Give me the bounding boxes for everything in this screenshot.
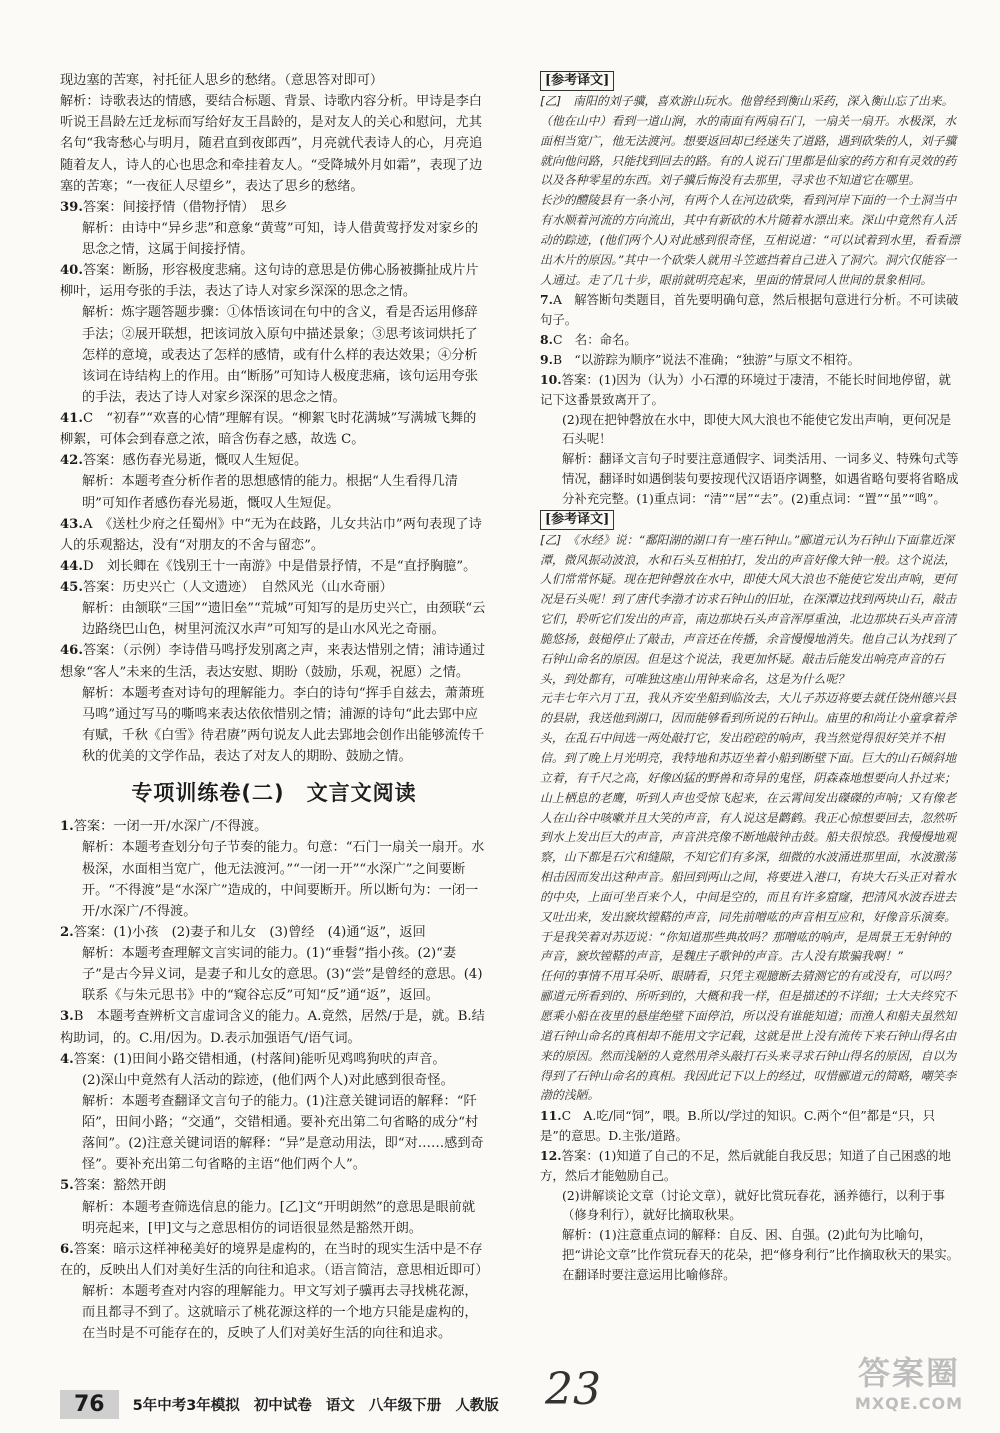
question-number: 46. (60, 643, 83, 659)
answer-text: C 名：命名。 (552, 332, 637, 348)
answer-item (60, 556, 488, 577)
question-number: 40. (60, 263, 83, 279)
answer-text: D 刘长卿在《饯别王十一南游》中是借景抒情，不是“直抒胸臆”。 (82, 558, 477, 574)
answer-text: (2)现在把钟磬放在水中，即使大风大浪也不能使它发出声响，更何况是石头呢！ (562, 411, 952, 447)
answer-text: 解析：本题考查筛选信息的能力。[乙]文“开明朗然”的意思是眼前就明亮起来，[甲]文与之意思相仿的词语很显然是豁然开朗。 (82, 1199, 476, 1236)
answer-text: (2)深山中竟然有人活动的踪迹，(他们两个人)对此感到很奇怪。 (82, 1072, 454, 1088)
answer-text: 答案：断肠，形容极度悲痛。这句诗的意思是仿佛心肠被撕扯成片片柳叶，运用夸张的手法，表达了诗人对家乡深深的思念之情。 (60, 263, 479, 300)
answer-text: 答案：一闭一开/水深广/不得渡。 (73, 819, 268, 835)
answer-text: 答案：(1)知道了自己的不足，然后就能自我反思；知道了自己困惑的地方，然后才能勉励自己。 (540, 1147, 951, 1183)
translation-paragraph: 长沙的醴陵县有一条小河，有两个人在河边砍柴，看到河岸下面的一个土洞当中有水顺着河流的方向流出，其中有新砍的木片随着水漂出来。深山中竟然有人活动的踪迹，(他们两个人)对此感到很奇怪，互相说道：“可以试着到水里，看看漂出木片的原因。”其中一个砍柴人就用斗笠遮挡着自己进入了洞穴。洞穴仅能容一人通过。走了几十步，眼前就明亮起来，里面的情景同人世间的景象相同。 (540, 193, 960, 287)
footer-grade: 八年级下册 (368, 1397, 442, 1414)
right-answer-list (540, 290, 962, 508)
answer-text: 答案：（示例）李诗借马鸣抒发别离之声，来表达惜别之情；浦诗通过想象“客人”未来的生活，表达安慰、期盼（鼓励，乐观，祝愿）之情。 (60, 643, 486, 680)
question-number: 5. (60, 1178, 74, 1194)
left-answer-list (60, 197, 488, 767)
question-number: 6. (60, 1241, 74, 1257)
answer-text: 解析：本题考查对诗句的理解能力。李白的诗句“挥手自兹去，萧萧班马鸣”通过写马的嘶鸣来表达依依惜别之情；浦源的诗句“此去郢中应有赋，千秋《白雪》待君赓”两句说友人此去郢地会创作出能够流传千秋的优美的文学作品，表达了对友人的期盼、鼓励之情。 (82, 685, 485, 764)
answer-text: 解析：炼字题答题步骤：①体悟该词在句中的含义，看是否运用修辞手法；②展开联想，把该词放入原句中描述景象；③思考该词烘托了怎样的意境，或表达了怎样的感情，或有什么样的表达效果；④分析该词在诗结构上的作用。由“断肠”可知诗人极度悲痛，该句运用夸张的手法，表达了诗人对家乡深深的思念之情。 (82, 305, 478, 405)
answer-text: 解析：本题考查分析作者的思想感情的能力。根据“人生看得几清明”可知作者感伤春光易逝，慨叹人生短促。 (82, 474, 458, 511)
answer-text: 答案：(1)田间小路交错相通，(村落间)能听见鸡鸣狗吠的声音。 (73, 1051, 446, 1067)
answer-item (60, 816, 488, 837)
page-number: 76 (60, 1390, 119, 1419)
answer-item (60, 450, 488, 471)
reference-translation-label: [参考译文] (540, 71, 614, 91)
answer-item (540, 1186, 962, 1226)
question-number: 45. (60, 580, 83, 595)
question-number: 44. (60, 558, 83, 574)
answer-text: 答案：(1)小孩 (2)妻子和儿女 (3)曾经 (4)通“返”，返回 (73, 924, 426, 940)
watermark-url: MXQE.COM (854, 1394, 964, 1413)
answer-item (540, 350, 962, 370)
answer-text: 答案：间接抒情（借物抒情） 思乡 (82, 199, 288, 215)
footer-series: 初中试卷 (253, 1397, 312, 1414)
answer-text: B “以游踪为顺序”说法不准确；“独游”与原文不相符。 (552, 351, 860, 367)
answer-text: A 《送杜少府之任蜀州》中“无为在歧路，儿女共沾巾”两句表现了诗人的乐观豁达，没有“对朋友的不舍与留恋”。 (60, 516, 482, 553)
answer-item (60, 197, 488, 218)
question-number: 3. (60, 1009, 74, 1025)
answer-text: A 解答断句类题目，首先要明确句意，然后根据句意进行分析。不可读破句子。 (540, 292, 959, 328)
answer-text: 解析：由诗中“异乡悲”和意象“黄莺”可知，诗人借黄莺抒发对家乡的思念之情，这属于间接抒情。 (82, 220, 479, 257)
answer-text: 解析：翻译文言句子时要注意通假字、词类活用、一词多义、特殊句式等情况，翻译时如遇倒装句要按现代汉语语序调整，如遇省略句要将省略成分补充完整。(1)重点词：“清”“居”“去”。(2)重点词：“置”“虽”“鸣”。 (562, 451, 959, 506)
answer-item (540, 330, 962, 350)
answer-text: 答案：感伤春光易逝，慨叹人生短促。 (82, 453, 308, 469)
answer-text: 解析：本题考查划分句子节奏的能力。句意：“石门一扇关一扇开。水极深，水面相当宽广，他无法渡河。”“一闭一开”“水深广”之间要断开。“不得渡”是“水深广”造成的，中间要断开。所以断句为：一闭一开/水深广/不得渡。 (82, 840, 485, 919)
answer-item (540, 410, 962, 450)
answer-text: (2)讲解谈论文章（讨论文章），就好比赏玩春花，涵养德行，以利于事（修身利行），就好比摘取秋果。 (562, 1187, 946, 1223)
translation-paragraph: 元丰七年六月丁丑，我从齐安坐船到临汝去，大儿子苏迈将要去就任饶州德兴县的县尉，我送他到湖口，因而能够看到所说的石钟山。庙里的和尚让小童拿着斧头，在乱石中间选一两处敲打它，发出硿硿的响声，我当然觉得很好笑并不相信。到了晚上月光明亮，我特地和苏迈坐着小船到断壁下面。巨大的山石倾斜地立着，有千尺之高，好像凶猛的野兽和奇异的鬼怪，阴森森地想要向人扑过来；山上栖息的老鹰，听到人声也受惊飞起来，在云霄间发出磔磔的声响；又有像老人在山谷中咳嗽并且大笑的声音，有人说这是鹳鹤。我正心惊想要回去，忽然听到水上发出巨大的声音，声音洪亮像不断地敲钟击鼓。船夫很惊恐。我慢慢地观察，山下都是石穴和缝隙，不知它们有多深，细微的水波涌进那里面，水波激荡相击因而发出这种声音。船回到两山之间，将要进入港口，有块大石头正对着水的中央，上面可坐百来个人，中间是空的，而且有许多窟窿，把清风水波吞进去又吐出来，发出窾坎镗鞳的声音，同先前噌吰的声音相互应和，好像音乐演奏。于是我笑着对苏迈说：“你知道那些典故吗？那噌吰的响声，是周景王无射钟的声音，窾坎镗鞳的声音，是魏庄子歌钟的声音。古人没有欺骗我啊！” (540, 691, 957, 964)
answer-text: 解析：本题考查对内容的理解能力。甲文写刘子骥再去寻找桃花源，而且都寻不到了。这就暗示了桃花源这样的一个地方只能是虚构的，在当时是不可能存在的，反映了人们对美好生活的向往和追求。 (82, 1284, 478, 1342)
handwritten-page-number: 23 (545, 1364, 601, 1415)
answer-item (60, 1281, 488, 1344)
translation-paragraph: [乙] 南阳的刘子骥，喜欢游山玩水。他曾经到衡山采药，深入衡山忘了出来。（他在山中）看到一道山涧，水的南面有两扇石门，一扇关一扇开。水极深，水面相当宽广，他无法渡河。想要返回却已经迷失了道路，遇到砍柴的人，刘子骥就向他问路，只能找到回去的路。有的人说石门里都是仙家的药方和有灵效的药以及各种零星的东西。刘子骥后悔没有去那里，寻求也不知道它在哪里。 (540, 94, 957, 188)
answer-item (60, 1006, 488, 1048)
answer-text: 解析：本题考查理解文言实词的能力。(1)“垂髫”指小孩。(2)“妻子”是古今异义词，是妻子和儿女的意思。(3)“尝”是曾经的意思。(4)联系《与朱元思书》中的“窥谷忘反”可知“反”通“返”，返回。 (82, 946, 483, 1004)
question-number: 11. (540, 1108, 562, 1124)
question-number: 42. (60, 453, 83, 469)
question-number: 8. (540, 332, 553, 348)
answer-item (60, 640, 488, 682)
answer-item (60, 922, 488, 943)
answer-text: 解析：(1)注意重点词的解释：自反、困、自强。(2)此句为比喻句，把“讲论文章”比作赏玩春天的花朵，把“修身利行”比作摘取秋天的果实。在翻译时要注意运用比喻修辞。 (562, 1227, 960, 1282)
answer-item (60, 218, 488, 260)
answer-item (60, 683, 488, 768)
question-number: 10. (540, 371, 562, 387)
answer-item (60, 260, 488, 302)
answer-item (540, 1106, 962, 1146)
answer-text: 解析：由颔联“三国”“遗旧垒”“荒城”可知写的是历史兴亡，由颈联“云边路绕巴山色，树里河流汉水声”可知写的是山水风光之奇丽。 (82, 601, 486, 638)
answer-item (540, 449, 962, 509)
reference-translation-label: [参考译文] (540, 510, 614, 530)
translation-paragraph: 任何的事情不用耳朵听、眼睛看，只凭主观臆断去猜测它的有或没有，可以吗？郦道元所看到的、所听到的，大概和我一样，但是描述的不详细；士大夫终究不愿乘小船在夜里的悬崖绝壁下面停泊，所以没有谁能知道；而渔人和船夫虽然知道石钟山命名的真相却不能用文字记载，这就是世上没有流传下来石钟山得名由来的原因。然而浅陋的人竟然用斧头敲打石头来寻求石钟山得名的原因，自以为得到了石钟山命名的真相。我因此记下以上的经过，叹惜郦道元的简略，嘲笑李渤的浅陋。 (540, 969, 957, 1103)
answer-text: B 本题考查辨析文言虚词含义的能力。A.竟然，居然/于是，就。B.结构助词，的。C.用/因为。D.表示加强语气/语气词。 (60, 1009, 485, 1046)
footer-subject: 语文 (325, 1397, 355, 1414)
answer-item (60, 514, 488, 556)
answer-item (60, 408, 488, 450)
question-number: 2. (60, 924, 74, 940)
question-number: 39. (60, 199, 83, 215)
left-top-line-0: 现边塞的苦寒，衬托征人思乡的愁绪。（意思答对即可） (60, 73, 384, 88)
question-number: 4. (60, 1051, 74, 1067)
answer-item (540, 1225, 962, 1285)
answer-text: 答案：历史兴亡（人文遗迹） 自然风光（山水奇丽） (82, 580, 393, 595)
answer-text: 解析：本题考查翻译文言句子的能力。(1)注意关键词语的解释：“阡陌”，田间小路；“交通”，交错相通。要补充出第二句省略的成分“村落间”。(2)注意关键词语的解释：“异”是意动用法，即“对……感到奇怪”。要补充出第二句省略的主语“他们两个人”。 (82, 1093, 484, 1173)
right-column (540, 70, 962, 1285)
footer-brand: 5年中考3年模拟 (132, 1397, 240, 1414)
left-answer-list-2 (60, 816, 488, 1344)
question-number: 1. (60, 819, 74, 835)
question-number: 9. (540, 351, 553, 367)
right-answer-list-2 (540, 1106, 962, 1285)
section-title: 专项训练卷(二) 文言文阅读 (131, 781, 417, 806)
question-number: 7. (540, 292, 553, 308)
answer-item (60, 1197, 488, 1239)
answer-text: 答案：(1)因为（认为）小石潭的环境过于凄清，不能长时间地停留，就记下这番景致离开了。 (540, 371, 951, 407)
left-column (60, 70, 488, 1344)
watermark-text: 答案圈 (857, 1354, 960, 1392)
answer-item (60, 1175, 488, 1196)
answer-item (60, 1239, 488, 1281)
answer-text: 答案：豁然开朗 (73, 1178, 167, 1194)
answer-item (540, 1146, 962, 1186)
answer-item (540, 290, 962, 330)
question-number: 43. (60, 516, 83, 532)
answer-item (60, 837, 488, 922)
answer-item (60, 1070, 488, 1091)
page-footer (60, 1390, 940, 1418)
watermark-logo (834, 1348, 984, 1413)
answer-item (60, 302, 488, 408)
answer-item (60, 577, 488, 598)
answer-item (60, 471, 488, 513)
answer-item (60, 943, 488, 1006)
answer-text: 答案：暗示这样神秘美好的境界是虚构的，在当时的现实生活中是不存在的，反映出人们对美好生活的向往和追求。（语言简洁，意思相近即可） (60, 1241, 489, 1278)
answer-item (60, 1091, 488, 1176)
left-top-line-1: 解析：诗歌表达的情感，要结合标题、背景、诗歌内容分析。甲诗是李白听说王昌龄左迁龙标而写给好友王昌龄的，是对友人的关心和慰问，尤其名句“我寄愁心与明月，随君直到夜郎西”，月亮就代表诗人的心，月亮追随着友人，诗人的心也思念和牵挂着友人。“受降城外月如霜”，表现了边塞的苦寒；“一夜征人尽望乡”，表达了思乡的愁绪。 (60, 94, 483, 194)
answer-text: C “初春”“欢喜的心情”理解有误。“柳絮飞时花满城”写满城飞舞的柳絮，可体会到春意之浓，暗含伤春之感，故选 C。 (60, 411, 477, 448)
footer-edition: 人教版 (455, 1397, 499, 1414)
question-number: 12. (540, 1147, 562, 1163)
answer-item (540, 370, 962, 410)
answer-item (60, 1049, 488, 1070)
translation-paragraph: [乙] 《水经》说：“鄱阳湖的湖口有一座石钟山。”郦道元认为石钟山下面靠近深潭，微风振动波浪，水和石头互相拍打，发出的声音好像大钟一般。这个说法，人们常常怀疑。现在把钟磬放在水中，即使大风大浪也不能使它发出声响，更何况是石头呢！到了唐代李渤才访求石钟山的旧址，在深潭边找到两块山石，敲击它们，聆听它们发出的声音，南边那块石头声音浑厚重浊，北边那块石头声音清脆悠扬，鼓槌停止了敲击，声音还在传播，余音慢慢地消失。他自己认为找到了石钟山命名的原因。但是这个说法，我更加怀疑。敲击后能发出响亮声音的石头，到处都有，可唯独这座山用钟来命名，这是为什么呢？ (540, 532, 957, 686)
answer-text: C A.吃/同“饲”，喂。B.所以/学过的知识。C.两个“但”都是“只，只是”的意思。D.主张/道路。 (540, 1108, 935, 1144)
question-number: 41. (60, 411, 83, 426)
answer-item (60, 598, 488, 640)
